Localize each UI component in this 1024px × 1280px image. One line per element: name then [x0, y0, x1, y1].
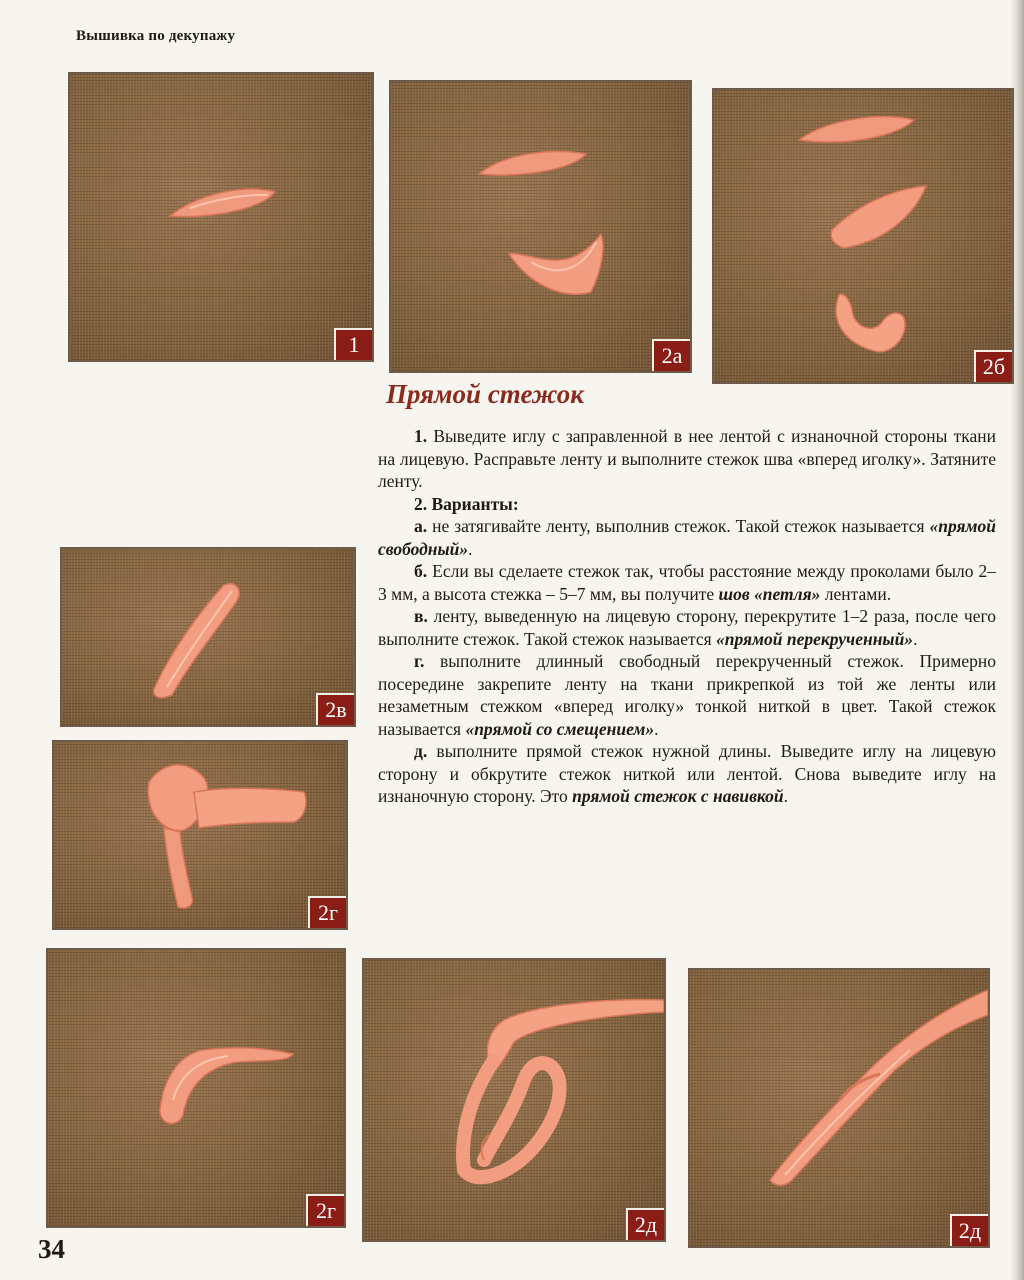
variant-term: «прямой со смещением» — [465, 718, 655, 739]
variant-end: . — [783, 786, 788, 806]
variants-heading — [378, 493, 996, 516]
step-number: 1. — [414, 426, 428, 446]
variant-label: в. — [414, 606, 428, 626]
photo-label-badge: 2б — [974, 350, 1012, 382]
page-number: 34 — [38, 1234, 65, 1264]
ribbon-stitch-illustration — [690, 970, 988, 1246]
photo-label-badge: 2д — [950, 1214, 988, 1246]
variant-b-paragraph — [378, 560, 996, 605]
ribbon-stitch-illustration — [391, 82, 690, 371]
photo-step-1 — [68, 72, 374, 362]
ribbon-stitch-illustration — [364, 960, 664, 1240]
photo-label-badge: 2д — [626, 1208, 664, 1240]
variant-text: Если вы сделаете стежок так, чтобы расстояние между проколами было 2–3 мм, а высота стежка – 5–7 мм, вы получите — [378, 561, 996, 604]
variant-d-paragraph — [378, 740, 996, 808]
ribbon-stitch-illustration — [54, 742, 346, 928]
photo-label-badge: 2в — [316, 693, 354, 725]
variant-term: прямой стежок с навивкой — [572, 786, 784, 806]
variant-label: г. — [414, 651, 425, 671]
photo-step-2g — [52, 740, 348, 930]
variant-g-paragraph — [378, 650, 996, 740]
photo-step-2v — [60, 547, 356, 727]
variant-end: . — [468, 538, 473, 559]
variant-a-paragraph — [378, 515, 996, 560]
variant-label: д. — [414, 741, 428, 761]
book-spine-shadow — [1010, 0, 1024, 1280]
variant-term: «прямой свободный» — [378, 516, 996, 559]
variant-v-paragraph — [378, 605, 996, 650]
photo-step-2d-alt — [688, 968, 990, 1248]
photo-step-2g-alt — [46, 948, 346, 1228]
variant-text: выполните длинный свободный перекрученный стежок. Примерно посередине закрепите ленту на ткани прикрепкой из той же ленты или незаметным стежком «вперед иголку» тонкой ниткой в цвет. Такой стежок называется — [378, 651, 996, 739]
photo-step-2b — [712, 88, 1014, 384]
variant-term: шов «петля» — [718, 583, 821, 604]
ribbon-stitch-illustration — [714, 90, 1012, 382]
ribbon-stitch-illustration — [62, 549, 354, 725]
section-title: Прямой стежок — [386, 379, 584, 409]
photo-label-badge: 1 — [334, 328, 372, 360]
variant-end: . — [654, 718, 659, 739]
step-1-paragraph — [378, 425, 996, 493]
instructions-text — [378, 425, 996, 808]
photo-step-2d — [362, 958, 666, 1242]
variant-label: б. — [414, 561, 428, 581]
ribbon-stitch-illustration — [48, 950, 344, 1226]
variant-end: . — [913, 628, 918, 649]
photo-label-badge: 2а — [652, 339, 690, 371]
variant-text: ленту, выведенную на лицевую сторону, перекрутите 1–2 раза, после чего выполните стежок. Такой стежок называется — [378, 606, 996, 649]
running-title: Вышивка по декупажу — [76, 28, 236, 44]
photo-step-2a — [389, 80, 692, 373]
step-text: Выведите иглу с заправленной в нее лентой с изнаночной стороны ткани на лицевую. Расправьте ленту и выполните стежок шва «вперед иголку». Затяните ленту. — [378, 426, 996, 491]
variant-label: а. — [414, 516, 428, 536]
variants-heading-text: 2. Варианты: — [414, 493, 519, 514]
variant-end: лентами. — [820, 583, 892, 604]
variant-text: не затягивайте ленту, выполнив стежок. Такой стежок называется — [427, 516, 930, 536]
variant-term: «прямой перекрученный» — [716, 628, 914, 649]
variant-text: выполните прямой стежок нужной длины. Выведите иглу на лицевую сторону и обкрутите стежок ниткой или лентой. Снова выведите иглу на изнаночную сторону. Это — [378, 741, 996, 806]
ribbon-stitch-illustration — [70, 74, 372, 360]
photo-label-badge: 2г — [308, 896, 346, 928]
photo-label-badge: 2г — [306, 1194, 344, 1226]
